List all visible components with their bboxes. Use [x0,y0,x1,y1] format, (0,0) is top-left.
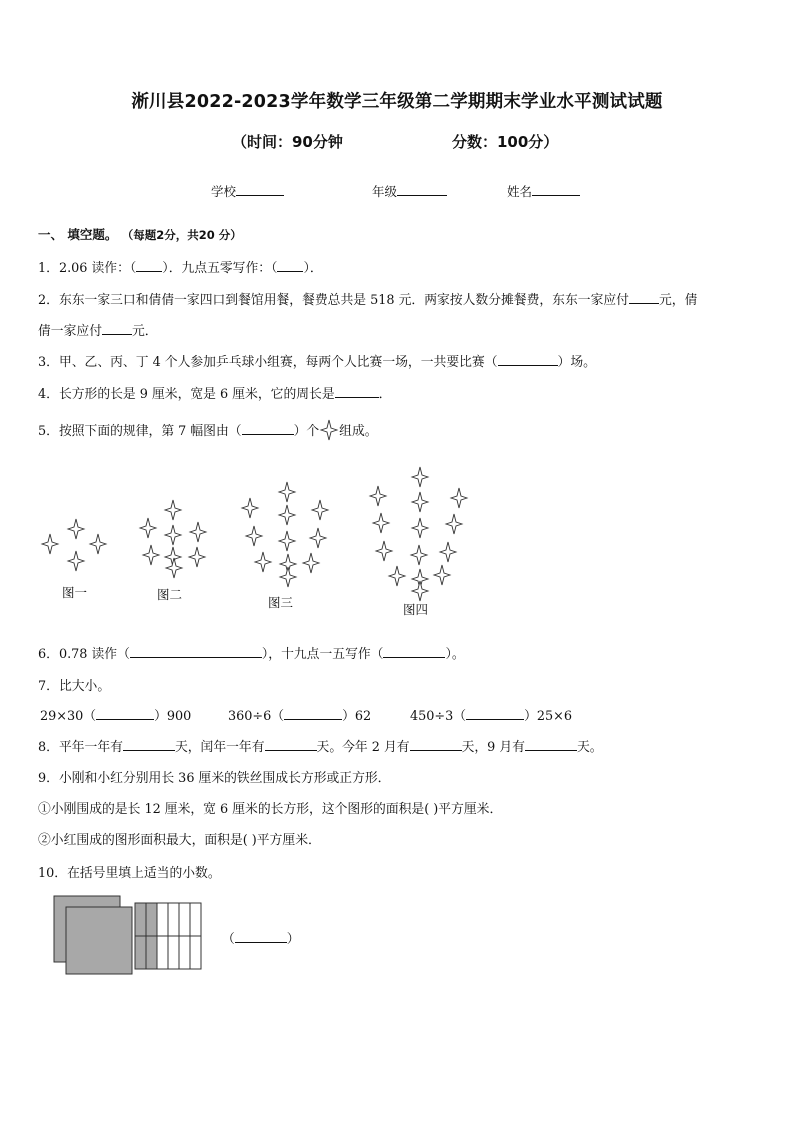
q7-blank-2[interactable] [284,708,342,720]
q2-blank-1[interactable] [629,292,659,304]
grade-label: 年级 [372,184,398,199]
star-icon [319,419,339,441]
q1-blank-2[interactable] [277,260,303,272]
figure-2-caption: 图二 [157,587,183,602]
figure-2-stars [140,500,206,578]
star-pattern-figures [0,460,794,640]
q4-blank[interactable] [335,386,379,398]
q6-blank-1[interactable] [130,646,262,658]
q1-blank-1[interactable] [136,260,162,272]
q10-answer: （ ） [222,932,300,947]
question-3: 3．甲、乙、丙、丁 4 个人参加乒乓球小组赛，每两个人比赛一场，一共要比赛（ ）场。 [38,355,596,370]
time-label: （时间：90分钟 [232,133,343,151]
q6-blank-2[interactable] [383,646,445,658]
school-field[interactable] [211,182,284,200]
question-7: 7．比大小。 [38,679,111,694]
grade-field[interactable] [372,182,447,200]
figure-1-stars [42,519,106,571]
figure-3-stars [242,482,328,587]
question-8: 8．平年一年有 天，闰年一年有 天。今年 2 月有 天，9 月有 天。 [38,740,603,755]
q7-expr-3: 450÷3（ ）25×6 [410,709,573,724]
figure-4-stars [370,467,467,601]
question-9: 9．小刚和小红分别用长 36 厘米的铁丝围成长方形或正方形． [38,771,391,786]
name-label: 姓名 [507,184,533,199]
q8-blank-1[interactable] [123,739,175,751]
question-1: 1．2.06 读作：（ ）．九点五零写作：（ ）． [38,261,323,276]
q7-expr-2: 360÷6（ ）62 [228,709,372,724]
q7-blank-3[interactable] [466,708,524,720]
q3-blank[interactable] [498,354,558,366]
question-2-cont: 倩一家应付 元． [38,324,158,339]
figure-4-caption: 图四 [403,602,429,617]
figure-1-caption: 图一 [62,585,88,600]
question-9-part-2: ②小红围成的图形面积最大，面积是( )平方厘米． [38,833,321,848]
q10-blank[interactable] [235,931,287,943]
question-9-part-1: ①小刚围成的是长 12 厘米，宽 6 厘米的长方形，这个图形的面积是( )平方厘米． [38,802,503,817]
decimal-grid-figure [50,893,220,983]
q5-blank[interactable] [242,423,294,435]
q8-blank-4[interactable] [525,739,577,751]
q8-blank-3[interactable] [410,739,462,751]
q7-expr-1: 29×30（ ）900 [40,709,192,724]
question-4: 4．长方形的长是 9 厘米，宽是 6 厘米，它的周长是 ． [38,387,392,402]
question-5: 5．按照下面的规律，第 7 幅图由（ ）个 组成。 [38,419,378,441]
figure-3-caption: 图三 [268,595,294,610]
section-heading: 一、 填空题。 （每题2分，共20 分） [38,227,242,242]
question-2: 2．东东一家三口和倩倩一家四口到餐馆用餐，餐费总共是 518 元．两家按人数分摊餐费，东东一家应付 元，倩 [38,293,698,308]
page-title: 淅川县2022-2023学年数学三年级第二学期期末学业水平测试试题 [131,92,663,112]
section-score: （每题2分，共20 分） [121,228,242,242]
q2-blank-2[interactable] [102,323,132,335]
q8-blank-2[interactable] [265,739,317,751]
question-6: 6．0.78 读作（ ），十九点一五写作（ ）。 [38,647,465,662]
score-label: 分数：100分） [452,133,559,151]
school-label: 学校 [211,184,237,199]
name-field[interactable] [507,182,580,200]
question-10: 10．在括号里填上适当的小数。 [38,866,221,881]
q7-blank-1[interactable] [96,708,154,720]
